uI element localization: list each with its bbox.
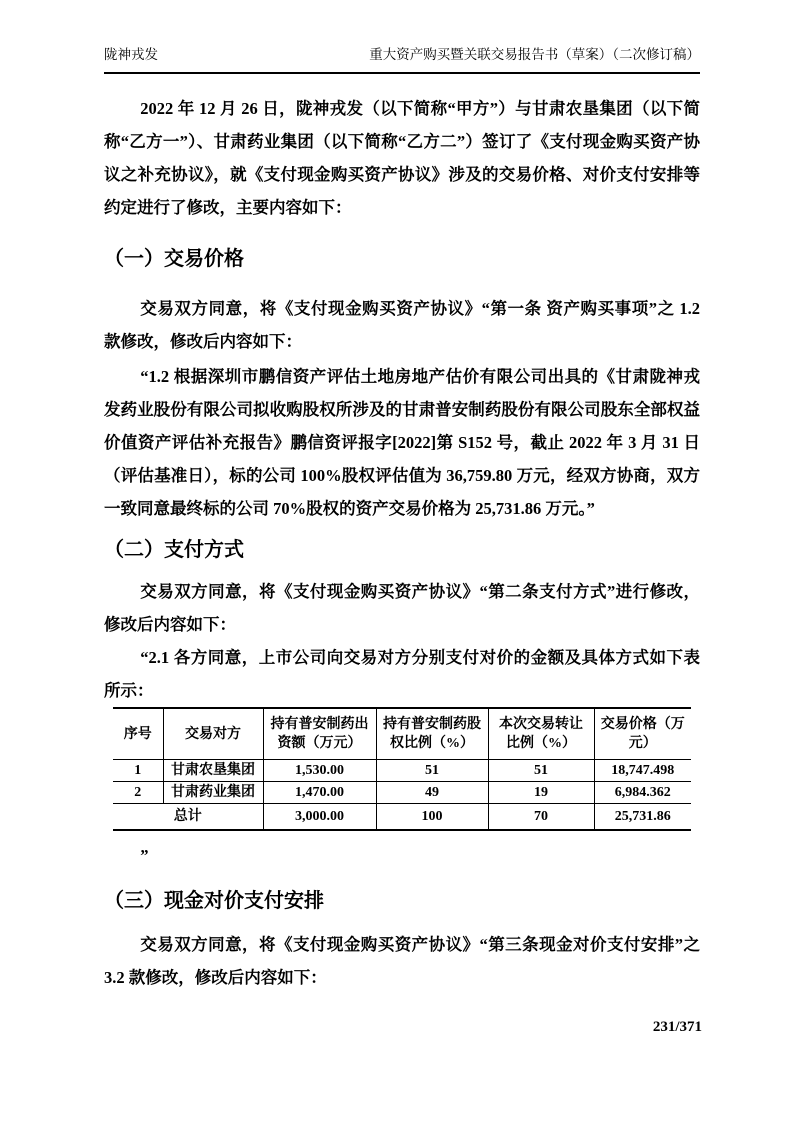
row-1-price: 18,747.498	[594, 760, 691, 782]
row-2-index: 2	[113, 782, 163, 804]
section-1-paragraph-1: 交易双方同意，将《支付现金购买资产协议》“第一条 资产购买事项”之 1.2 款修改，修改后内容如下：	[104, 299, 700, 351]
page-header	[104, 44, 700, 74]
payment-allocation-table	[113, 707, 691, 831]
section-3-heading: （三）现金对价支付安排	[104, 890, 324, 912]
table-header-equity-ratio: 持有普安制药股权比例（%）	[376, 708, 488, 760]
total-label: 总计	[113, 804, 263, 831]
row-2-transfer-ratio: 19	[488, 782, 594, 804]
total-transfer-ratio: 70	[488, 804, 594, 831]
header-document-title: 重大资产购买暨关联交易报告书（草案）（二次修订稿）	[369, 47, 700, 62]
row-1-counterparty: 甘肃农垦集团	[163, 760, 263, 782]
section-1-paragraph-2: “1.2 根据深圳市鹏信资产评估土地房地产估价有限公司出具的《甘肃陇神戎发药业股份有限公司拟收购股权所涉及的甘肃普安制药股份有限公司股东全部权益价值资产评估补充报告》鹏信资评报字[2022]第 S152 号，截止 2022 年 3 月 31 日（评估基准日），标的公司 100%股权评估值为 36,759.80 万元，经双方协商，双方一致同意最终标的公司 70%股权的资产交易价格为 25,731.86 万元。”	[104, 367, 700, 518]
page-number: 231/371	[652, 1019, 702, 1035]
table-header-transfer-ratio: 本次交易转让比例（%）	[488, 708, 594, 760]
row-2-equity-ratio: 49	[376, 782, 488, 804]
intro-paragraph: 2022 年 12 月 26 日，陇神戎发（以下简称“甲方”）与甘肃农垦集团（以下简称“乙方一”）、甘肃药业集团（以下简称“乙方二”）签订了《支付现金购买资产协议之补充协议》，就《支付现金购买资产协议》涉及的交易价格、对价支付安排等约定进行了修改，主要内容如下：	[104, 99, 700, 217]
total-capital-contribution: 3,000.00	[263, 804, 376, 831]
row-2-price: 6,984.362	[594, 782, 691, 804]
section-2-paragraph-2: “2.1 各方同意，上市公司向交易对方分别支付对价的金额及具体方式如下表所示：	[104, 648, 700, 700]
section-2-heading: （二）支付方式	[104, 539, 244, 561]
row-1-transfer-ratio: 51	[488, 760, 594, 782]
row-2-capital-contribution: 1,470.00	[263, 782, 376, 804]
total-equity-ratio: 100	[376, 804, 488, 831]
section-1-heading: （一）交易价格	[104, 248, 244, 270]
total-price: 25,731.86	[594, 804, 691, 831]
table-header-row	[113, 708, 691, 760]
table-row	[113, 782, 691, 804]
section-2-paragraph-1: 交易双方同意，将《支付现金购买资产协议》“第二条支付方式”进行修改，修改后内容如下：	[104, 582, 700, 634]
section-3-paragraph-1: 交易双方同意，将《支付现金购买资产协议》“第三条现金对价支付安排”之 3.2 款修改，修改后内容如下：	[104, 935, 700, 987]
row-2-counterparty: 甘肃药业集团	[163, 782, 263, 804]
row-1-equity-ratio: 51	[376, 760, 488, 782]
table-header-counterparty: 交易对方	[163, 708, 263, 760]
table-header-index: 序号	[113, 708, 163, 760]
table-row	[113, 760, 691, 782]
row-1-index: 1	[134, 763, 142, 778]
header-company-name: 陇神戎发	[104, 47, 158, 62]
row-1-capital-contribution: 1,530.00	[263, 760, 376, 782]
table-header-price: 交易价格（万元）	[594, 708, 691, 760]
table-header-capital-contribution: 持有普安制药出资额（万元）	[263, 708, 376, 760]
table-closing-quote: ”	[140, 846, 149, 865]
table-total-row	[113, 804, 691, 831]
